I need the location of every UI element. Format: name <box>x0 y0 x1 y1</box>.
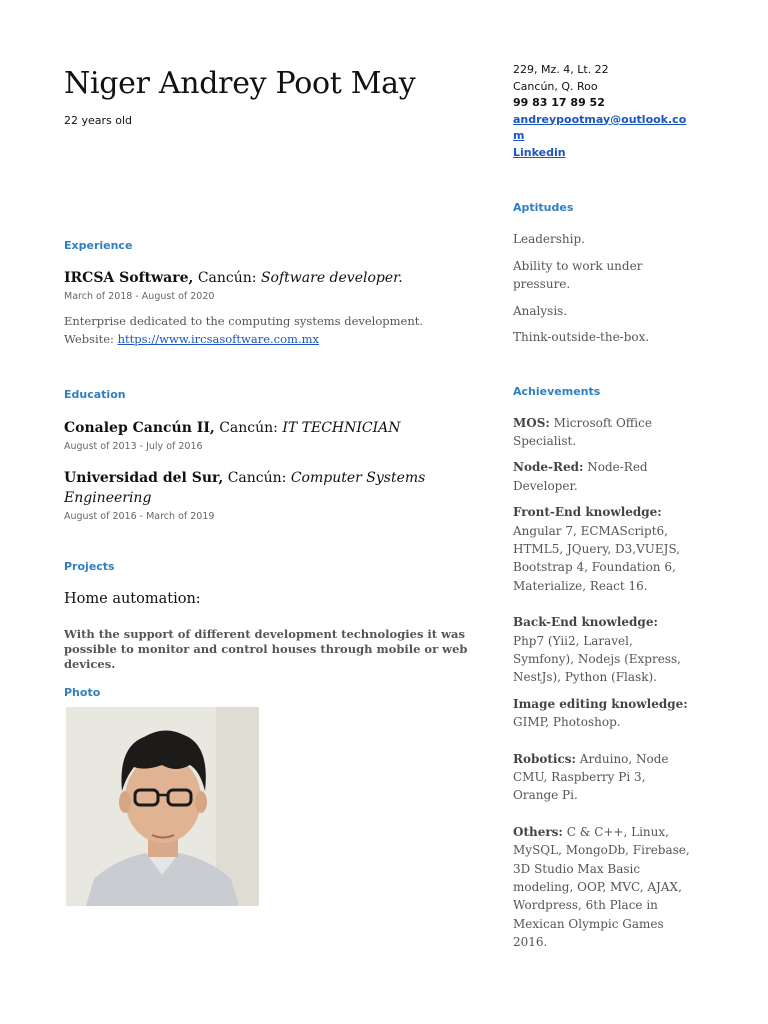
experience-role: Software developer. <box>260 270 403 286</box>
experience-dates: March of 2018 - August of 2020 <box>64 291 215 302</box>
aptitude-item: Analysis. <box>513 303 568 318</box>
profile-photo <box>66 707 259 906</box>
achievement-key: Front-End knowledge: <box>513 505 662 520</box>
achievement-key: Others: <box>513 824 563 839</box>
phone-number: 99 83 17 89 52 <box>513 96 605 109</box>
aptitude-item: Leadership. <box>513 232 585 246</box>
education-org: Universidad del Sur, <box>64 470 224 486</box>
achievement-item <box>513 613 691 687</box>
experience-desc-text: Enterprise dedicated to the computing systems development. <box>64 314 424 328</box>
photo-section <box>64 686 484 906</box>
aptitudes-heading: Aptitudes <box>513 201 574 214</box>
address-city: Cancún, Q. Roo <box>513 79 598 93</box>
achievement-item <box>513 458 691 495</box>
achievement-key: Image editing knowledge: <box>513 696 688 711</box>
website-label: Website: <box>64 332 114 346</box>
candidate-name: Niger Andrey Poot May <box>64 66 416 101</box>
education-place: Cancún: <box>219 420 278 436</box>
achievement-value: Php7 (Yii2, Laravel, Symfony), Nodejs (Express, NestJs), Python (Flask). <box>513 633 681 685</box>
education-degree: Computer Systems Engineering <box>64 470 426 506</box>
experience-place: Cancún: <box>197 270 257 286</box>
achievement-key: Node-Red: <box>513 460 584 475</box>
achievement-item <box>513 414 691 451</box>
achievement-value: Node-Red Developer. <box>513 460 648 493</box>
achievement-item <box>513 695 691 732</box>
website-link[interactable]: https://www.ircsasoftware.com.mx <box>117 332 320 346</box>
achievement-key: Back-End knowledge: <box>513 615 658 630</box>
achievement-value: C & C++, Linux, MySQL, MongoDb, Firebase, 3D Studio Max Basic modeling, OOP, MVC, AJAX, Wordpress, 6th Place in Mexican Olympic Games 2016. <box>513 824 690 950</box>
contact-block <box>513 62 691 161</box>
achievement-value: Microsoft Office Specialist. <box>513 415 652 448</box>
achievement-value: Arduino, Node CMU, Raspberry Pi 3, Orange Pi. <box>513 751 669 803</box>
education-place: Cancún: <box>227 470 287 486</box>
portrait-illustration <box>66 707 259 906</box>
experience-entry <box>64 268 484 288</box>
achievement-item <box>513 503 691 595</box>
education-dates: August of 2016 - March of 2019 <box>64 511 215 522</box>
education-heading: Education <box>64 388 126 401</box>
candidate-age: 22 years old <box>64 114 133 127</box>
achievements-section <box>513 385 691 952</box>
education-entry <box>64 418 484 438</box>
address-line: 229, Mz. 4, Lt. 22 <box>513 63 609 76</box>
achievement-key: Robotics: <box>513 751 576 766</box>
project-description: With the support of different development technologies it was possible to monitor and control houses through mobile or web devices. <box>64 627 468 671</box>
sidebar-column <box>513 62 691 952</box>
projects-heading: Projects <box>64 560 115 573</box>
aptitude-item: Think-outside-the-box. <box>513 330 650 344</box>
project-title: Home automation: <box>64 591 201 607</box>
email-link[interactable]: andreypootmay@outlook.com <box>513 112 687 142</box>
achievements-list <box>513 414 691 952</box>
experience-org: IRCSA Software, <box>64 270 194 286</box>
experience-description <box>64 312 484 348</box>
achievement-key: MOS: <box>513 415 550 430</box>
education-section <box>64 388 484 522</box>
aptitudes-section <box>513 201 691 347</box>
education-entry <box>64 468 484 508</box>
photo-heading: Photo <box>64 686 101 699</box>
education-degree: IT TECHNICIAN <box>282 420 401 436</box>
experience-heading: Experience <box>64 239 133 252</box>
achievement-item <box>513 750 691 805</box>
aptitude-item: Ability to work under pressure. <box>513 258 643 291</box>
experience-section <box>64 239 484 348</box>
achievements-heading: Achievements <box>513 384 601 398</box>
achievement-item <box>513 823 691 952</box>
linkedin-link[interactable]: Linkedin <box>513 145 566 159</box>
education-org: Conalep Cancún II, <box>64 420 215 436</box>
aptitudes-list <box>513 230 691 347</box>
main-column <box>64 62 484 906</box>
achievement-value: GIMP, Photoshop. <box>513 715 621 730</box>
achievement-value: Angular 7, ECMAScript6, HTML5, JQuery, D3,VUEJS, Bootstrap 4, Foundation 6, Materialize, React 16. <box>513 523 681 593</box>
projects-section <box>64 560 484 672</box>
education-dates: August of 2013 - July of 2016 <box>64 441 203 452</box>
